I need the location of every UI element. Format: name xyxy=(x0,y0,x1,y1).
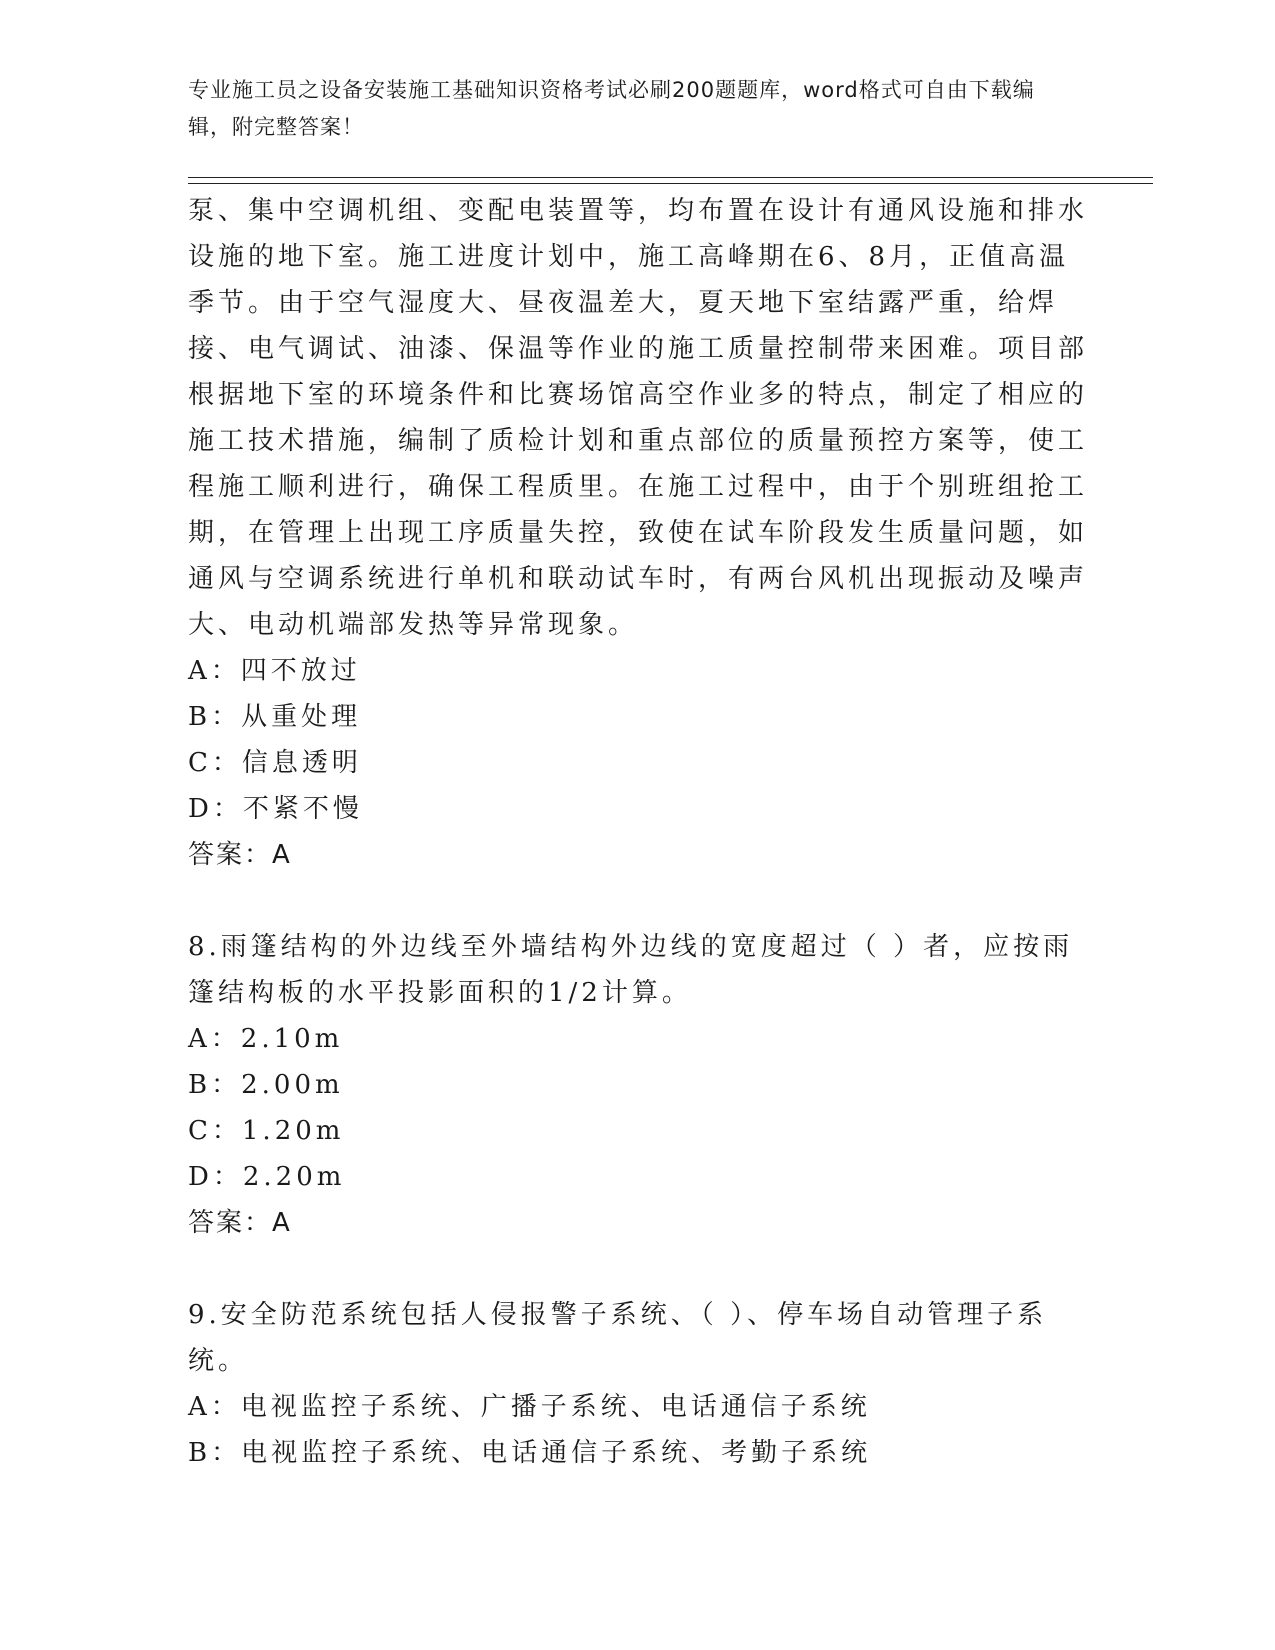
question-9-stem: 9.安全防范系统包括人侵报警子系统、（ ）、停车场自动管理子系统。 xyxy=(188,1300,1048,1376)
option-c: C：1.20m xyxy=(188,1116,345,1146)
question-8-answer: 答案：A xyxy=(188,1208,292,1238)
question-7-options xyxy=(188,648,1088,832)
question-8 xyxy=(188,924,1088,1246)
header-divider-bottom xyxy=(188,183,1153,184)
option-a: A：电视监控子系统、广播子系统、电话通信子系统 xyxy=(188,1392,871,1422)
option-c: C：信息透明 xyxy=(188,748,362,778)
option-b: B：从重处理 xyxy=(188,702,362,732)
option-b: B：2.00m xyxy=(188,1070,344,1100)
option-a: A：2.10m xyxy=(188,1024,344,1054)
option-d: D：2.20m xyxy=(188,1162,346,1192)
question-9 xyxy=(188,1292,1088,1476)
document-body xyxy=(188,188,1088,1476)
document-header xyxy=(188,72,1068,146)
question-7-answer: 答案：A xyxy=(188,840,292,870)
header-title: 专业施工员之设备安装施工基础知识资格考试必刷200题题库，word格式可自由下载编辑，附完整答案！ xyxy=(188,78,1035,139)
option-b: B：电视监控子系统、电话通信子系统、考勤子系统 xyxy=(188,1438,872,1468)
option-a: A：四不放过 xyxy=(188,656,361,686)
option-d: D：不紧不慢 xyxy=(188,794,363,824)
question-8-stem: 8.雨篷结构的外边线至外墙结构外边线的宽度超过（ ）者，应按雨篷结构板的水平投影面积的1/2计算。 xyxy=(188,932,1074,1008)
question-7-text-continued: 泵、集中空调机组、变配电装置等，均布置在设计有通风设施和排水设施的地下室。施工进度计划中，施工高峰期在6、8月，正值高温季节。由于空气湿度大、昼夜温差大，夏天地下室结露严重，给焊接、电气调试、油漆、保温等作业的施工质量控制带来困难。项目部根据地下室的环境条件和比赛场馆高空作业多的特点，制定了相应的施工技术措施，编制了质检计划和重点部位的质量预控方案等，使工程施工顺利进行，确保工程质里。在施工过程中，由于个别班组抢工期，在管理上出现工序质量失控，致使在试车阶段发生质量问题，如通风与空调系统进行单机和联动试车时，有两台风机出现振动及噪声大、电动机端部发热等异常现象。 xyxy=(188,196,1089,640)
header-divider-top xyxy=(188,177,1153,178)
